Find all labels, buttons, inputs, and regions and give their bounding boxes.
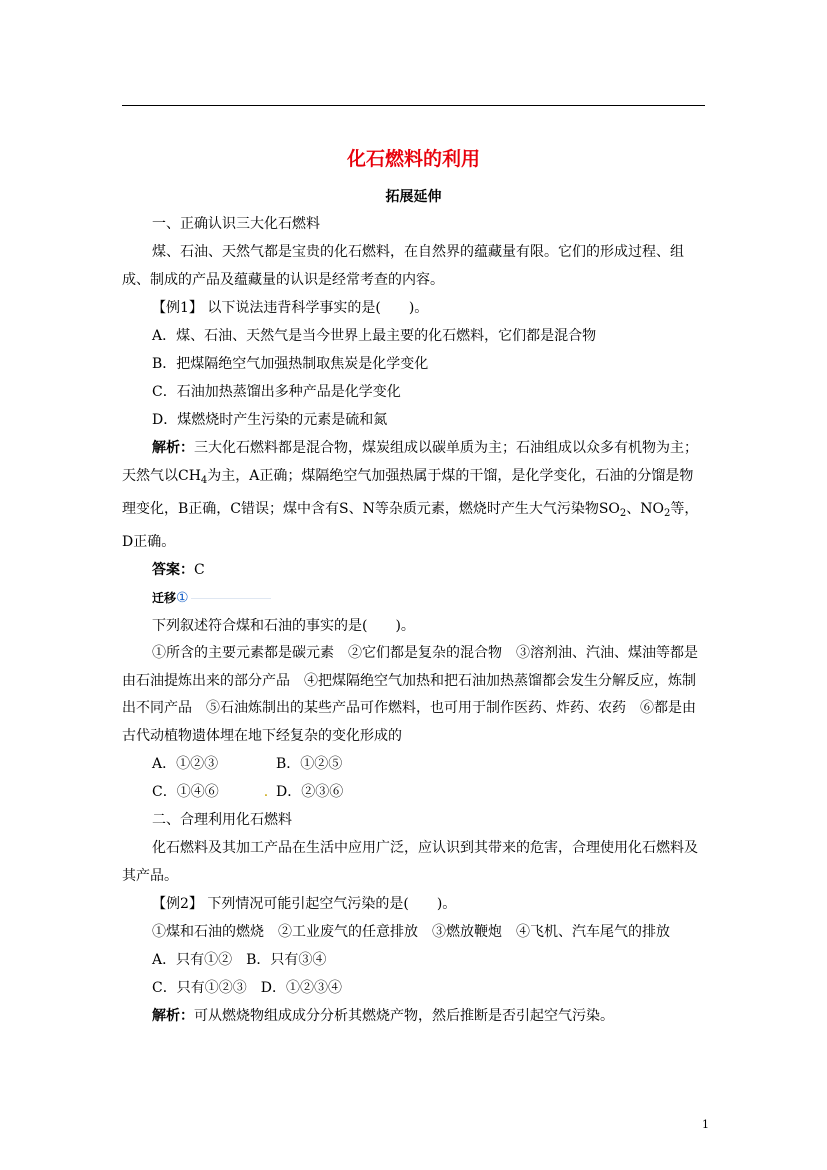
transfer-option-a: A．①②③ [152,756,219,772]
transfer-options-cd [122,778,705,806]
subscript-2a: 2 [619,508,627,519]
transfer-question: 下列叙述符合煤和石油的事实的是( )。 [152,618,415,634]
example1-analysis [122,434,705,556]
example2-option-c: C．只有①②③ [152,980,247,996]
example2-option-a: A．只有①② [152,952,233,968]
example1-question [122,294,705,322]
transfer-label: 迁移 [152,591,177,605]
section1-heading: 一、正确认识三大化石燃料 [152,216,320,232]
transfer-underline [191,598,271,599]
example2-analysis-text: 可从燃烧物组成成分分析其燃烧产物，然后推断是否引起空气污染。 [194,1008,614,1024]
analysis-text-2: 为主，A正确；煤隔绝空气加强热属于煤的干馏，是化学变化，石油的分馏是物理变化，B正确，C错误；煤中含有S、N等杂质元素，燃烧时产生大气污染物SO [122,468,694,517]
transfer-option-c: C．①④⑥ [152,784,219,800]
example1-option-c: C．石油加热蒸馏出多种产品是化学变化 [152,384,401,400]
example2-question [122,890,705,918]
example2-analysis [122,1002,705,1030]
example1-answer [122,556,705,584]
example1-option-d: D．煤燃烧时产生污染的元素是硫和氮 [152,412,388,428]
analysis-text-1: 三大化石燃料都是混合物，煤炭组成以碳单质为主；石油组成以众多有机物为主；天然气以CH [122,440,698,484]
section-subtitle: 拓展延伸 [385,189,442,205]
section2-intro: 化石燃料及其加工产品在生活中应用广泛，应认识到其带来的危害，合理使用化石燃料及其产品。 [122,840,698,884]
answer-label: 答案： [152,562,194,578]
transfer-heading [122,584,705,612]
example2-question-text: 下列情况可能引起空气污染的是( )。 [207,896,457,912]
analysis-label: 解析： [152,440,194,456]
transfer-options-ab [122,750,705,778]
document-body [122,210,705,1030]
page-number: 1 [702,1118,709,1131]
example2-options-cd [122,974,705,1002]
answer-value: C [194,562,205,578]
example2-label: 【例2】 [152,896,203,912]
subscript-4: 4 [200,475,208,486]
analysis-text-3: 、NO [626,501,665,517]
transfer-statements: ①所含的主要元素都是碳元素 ②它们都是复杂的混合物 ③溶剂油、汽油、煤油等都是由石油提炼出来的部分产品 ④把煤隔绝空气加热和把石油加热蒸馏都会发生分解反应，炼制出不同产品 ⑤石油炼制出的某些产品可作燃料，也可用于制作医药、炸药、农药 ⑥都是由古代动植物遗体埋在地下经复杂的变化形成的 [122,645,698,744]
header-rule [122,105,705,106]
transfer-option-d: D．②③⑥ [276,784,344,800]
transfer-option-b: B．①②⑤ [276,756,343,772]
section1-intro: 煤、石油、天然气都是宝贵的化石燃料，在自然界的蕴藏量有限。它们的形成过程、组成、制成的产品及蕴藏量的认识是经常考查的内容。 [122,244,684,288]
example1-question-text: 以下说法违背科学事实的是( )。 [207,300,429,316]
example1-option-a: A．煤、石油、天然气是当今世界上最主要的化石燃料，它们都是混合物 [152,328,597,344]
stray-dot: . [263,784,269,800]
example1-option-b: B．把煤隔绝空气加强热制取焦炭是化学变化 [152,356,429,372]
analysis-text-4: 等，D正确。 [122,501,699,550]
transfer-number: ① [176,590,189,606]
example2-analysis-label: 解析： [152,1008,194,1024]
subscript-2b: 2 [664,508,671,519]
example2-statements: ①煤和石油的燃烧 ②工业废气的任意排放 ③燃放鞭炮 ④飞机、汽车尾气的排放 [152,924,670,940]
example2-option-b: B．只有③④ [246,952,327,968]
page-title: 化石燃料的利用 [346,148,480,170]
example2-options-ab [122,946,705,974]
example1-label: 【例1】 [152,300,203,316]
example2-option-d: D．①②③④ [260,980,342,996]
section2-heading: 二、合理利用化石燃料 [152,812,292,828]
